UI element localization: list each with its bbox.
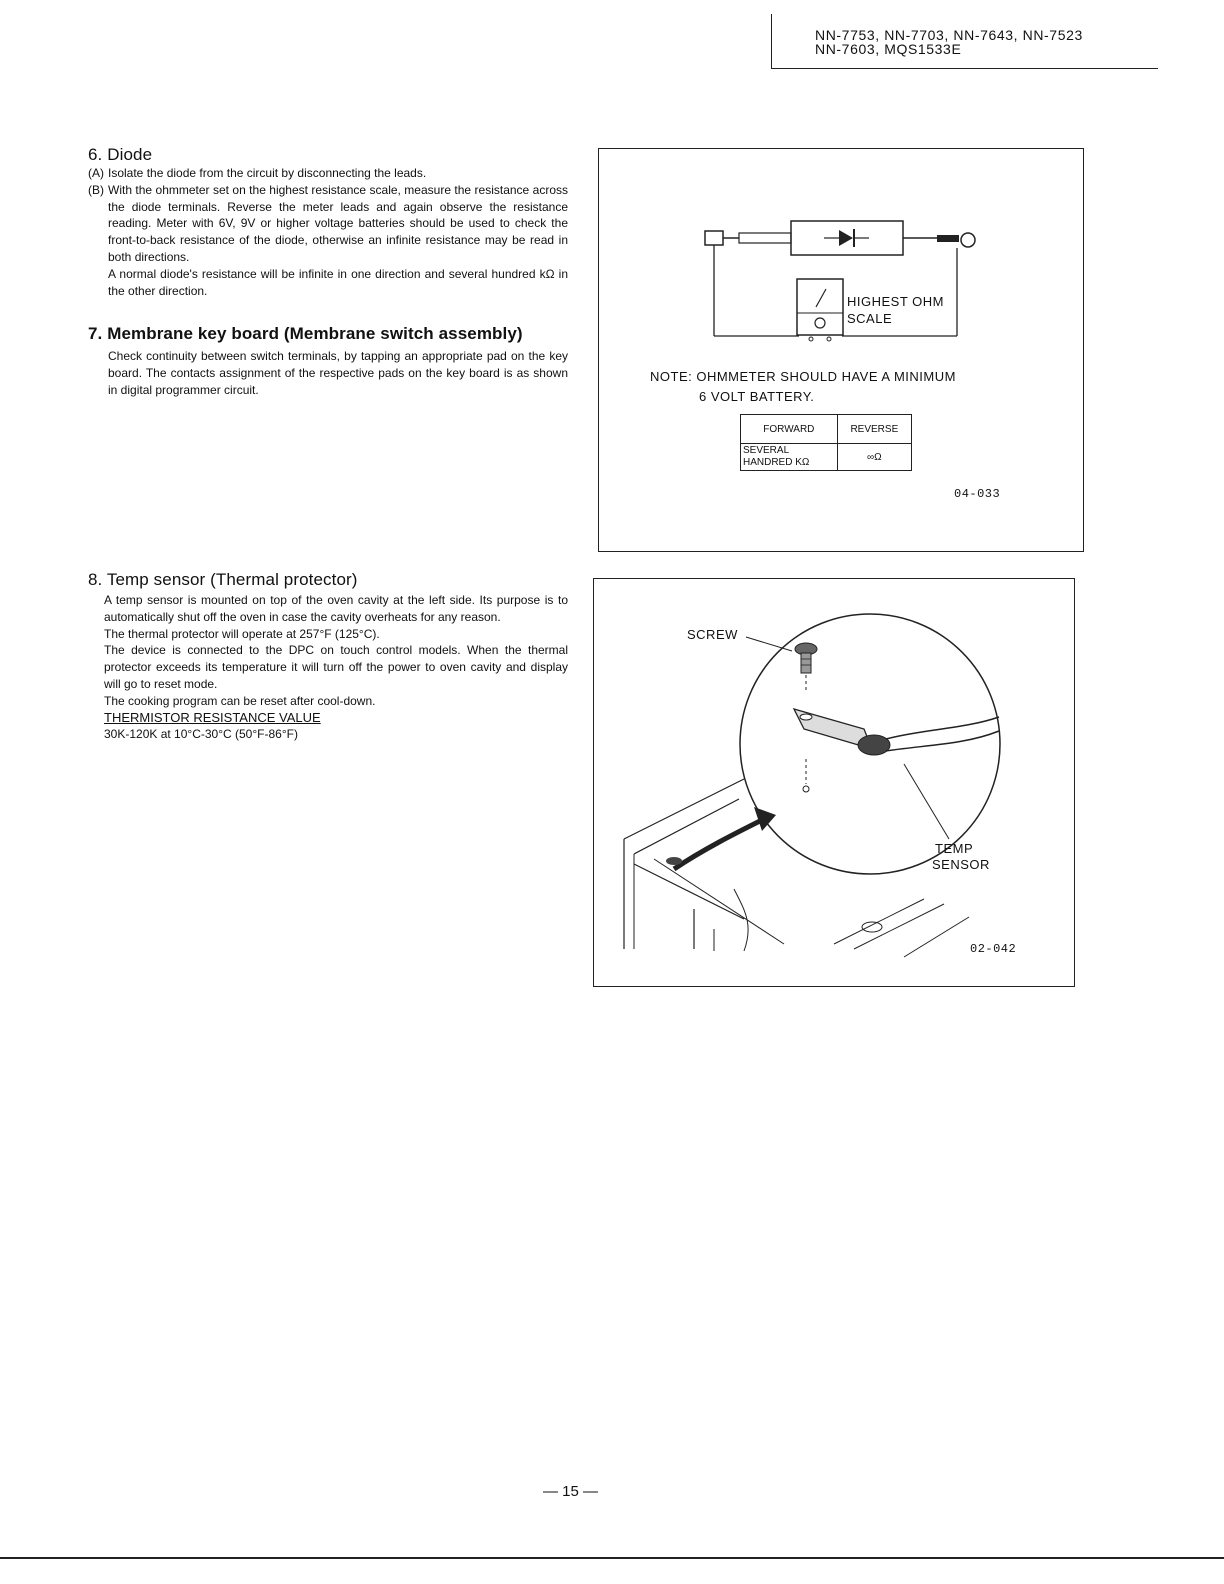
table-forward-value [741, 444, 838, 471]
section-diode [88, 145, 568, 299]
left-lead-sleeve [739, 233, 791, 243]
figure-temp-sensor [593, 578, 1075, 987]
step-a-text: Isolate the diode from the circuit by disconnecting the leads. [108, 166, 427, 180]
bottom-rule [0, 1557, 1224, 1559]
ohmmeter [797, 279, 843, 335]
section-title-membrane: 7. Membrane key board (Membrane switch assembly) [88, 324, 523, 343]
temp-body-1: A temp sensor is mounted on top of the oven cavity at the left side. Its purpose is to automatically shut off the oven in case the cavity overheats for any reason. [104, 593, 568, 624]
table-reverse-value: ∞Ω [837, 444, 911, 471]
left-terminal [705, 231, 723, 245]
resistance-value: 30K-120K at 10°C-30°C (50°F-86°F) [104, 727, 298, 742]
model-line-2: NN-7603, MQS1533E [815, 41, 962, 57]
page-number: — 15 — [543, 1483, 599, 1500]
oven-cavity-top-edge [624, 779, 744, 839]
forward-value-line-2: HANDRED KΩ [743, 457, 810, 468]
figure-code-sensor: 02-042 [970, 942, 1017, 956]
temp-sensor-label-line-1: TEMP [935, 841, 974, 856]
figure-diode-test [598, 148, 1084, 552]
section-membrane [88, 324, 568, 398]
step-b-text: With the ohmmeter set on the highest resistance scale, measure the resistance across the diode terminals. Reverse the meter leads and again observe the resistance reading. Meter with 6V, 9V or higher voltage batteries should be used to check the front-to-back resistance of the diode, otherwise an infinite resistance may be read in both directions. [108, 182, 568, 264]
section-title-temp-sensor: 8. Temp sensor (Thermal protector) [88, 570, 358, 589]
sensor-wire-1 [886, 717, 999, 739]
step-b-label: (B) [88, 182, 104, 197]
section-temp-sensor [88, 570, 568, 743]
temp-body-3: The device is connected to the DPC on touch control models. When the thermal protector exceeds its temperature it will turn off the power to oven cavity and display will go to reset mode. [104, 643, 568, 691]
ring-terminal-icon [961, 233, 975, 247]
meter-knob-icon [815, 318, 825, 328]
meter-label-line-1: HIGHEST OHM [847, 294, 944, 309]
model-numbers [815, 28, 1083, 56]
sensor-wire-2 [886, 731, 999, 751]
resistance-heading: THERMISTOR RESISTANCE VALUE [104, 709, 321, 725]
screw-label: SCREW [687, 627, 738, 642]
oven-floor-sketch [834, 899, 924, 944]
temp-body-2: The thermal protector will operate at 257°F (125°C). [104, 626, 380, 641]
diode-symbol-icon [839, 230, 853, 246]
meter-label [847, 293, 944, 327]
section-title-diode: 6. Diode [88, 145, 153, 164]
temp-sensor-diagram [594, 579, 1074, 986]
ohmmeter-note-line-1: NOTE: OHMMETER SHOULD HAVE A MINIMUM [650, 369, 956, 384]
figure-code-diode: 04-033 [954, 487, 1001, 501]
step-a [88, 165, 568, 182]
temp-sensor-label [932, 841, 990, 873]
step-a-label: (A) [88, 166, 104, 180]
step-b-note: A normal diode's resistance will be infinite in one direction and several hundred kΩ in the other direction. [108, 266, 568, 298]
table-header-forward: FORWARD [741, 415, 838, 444]
table-header-reverse: REVERSE [837, 415, 911, 444]
ohmmeter-note-line-2: 6 VOLT BATTERY. [699, 389, 815, 404]
meter-needle-icon [816, 289, 826, 307]
temp-sensor-label-line-2: SENSOR [932, 857, 990, 872]
model-line-1: NN-7753, NN-7703, NN-7643, NN-7523 [815, 27, 1083, 43]
temp-body-4: The cooking program can be reset after cool-down. [104, 693, 376, 708]
diode-test-diagram [599, 149, 1083, 551]
step-b [88, 182, 568, 266]
membrane-body: Check continuity between switch terminals, by tapping an appropriate pad on the key board. The contacts assignment of the respective pads on the key board is as shown in digital programmer circuit. [108, 349, 568, 397]
sensor-body [858, 735, 890, 755]
diode-result-table [740, 414, 912, 471]
forward-value-line-1: SEVERAL [743, 445, 790, 456]
meter-label-line-2: SCALE [847, 311, 893, 326]
